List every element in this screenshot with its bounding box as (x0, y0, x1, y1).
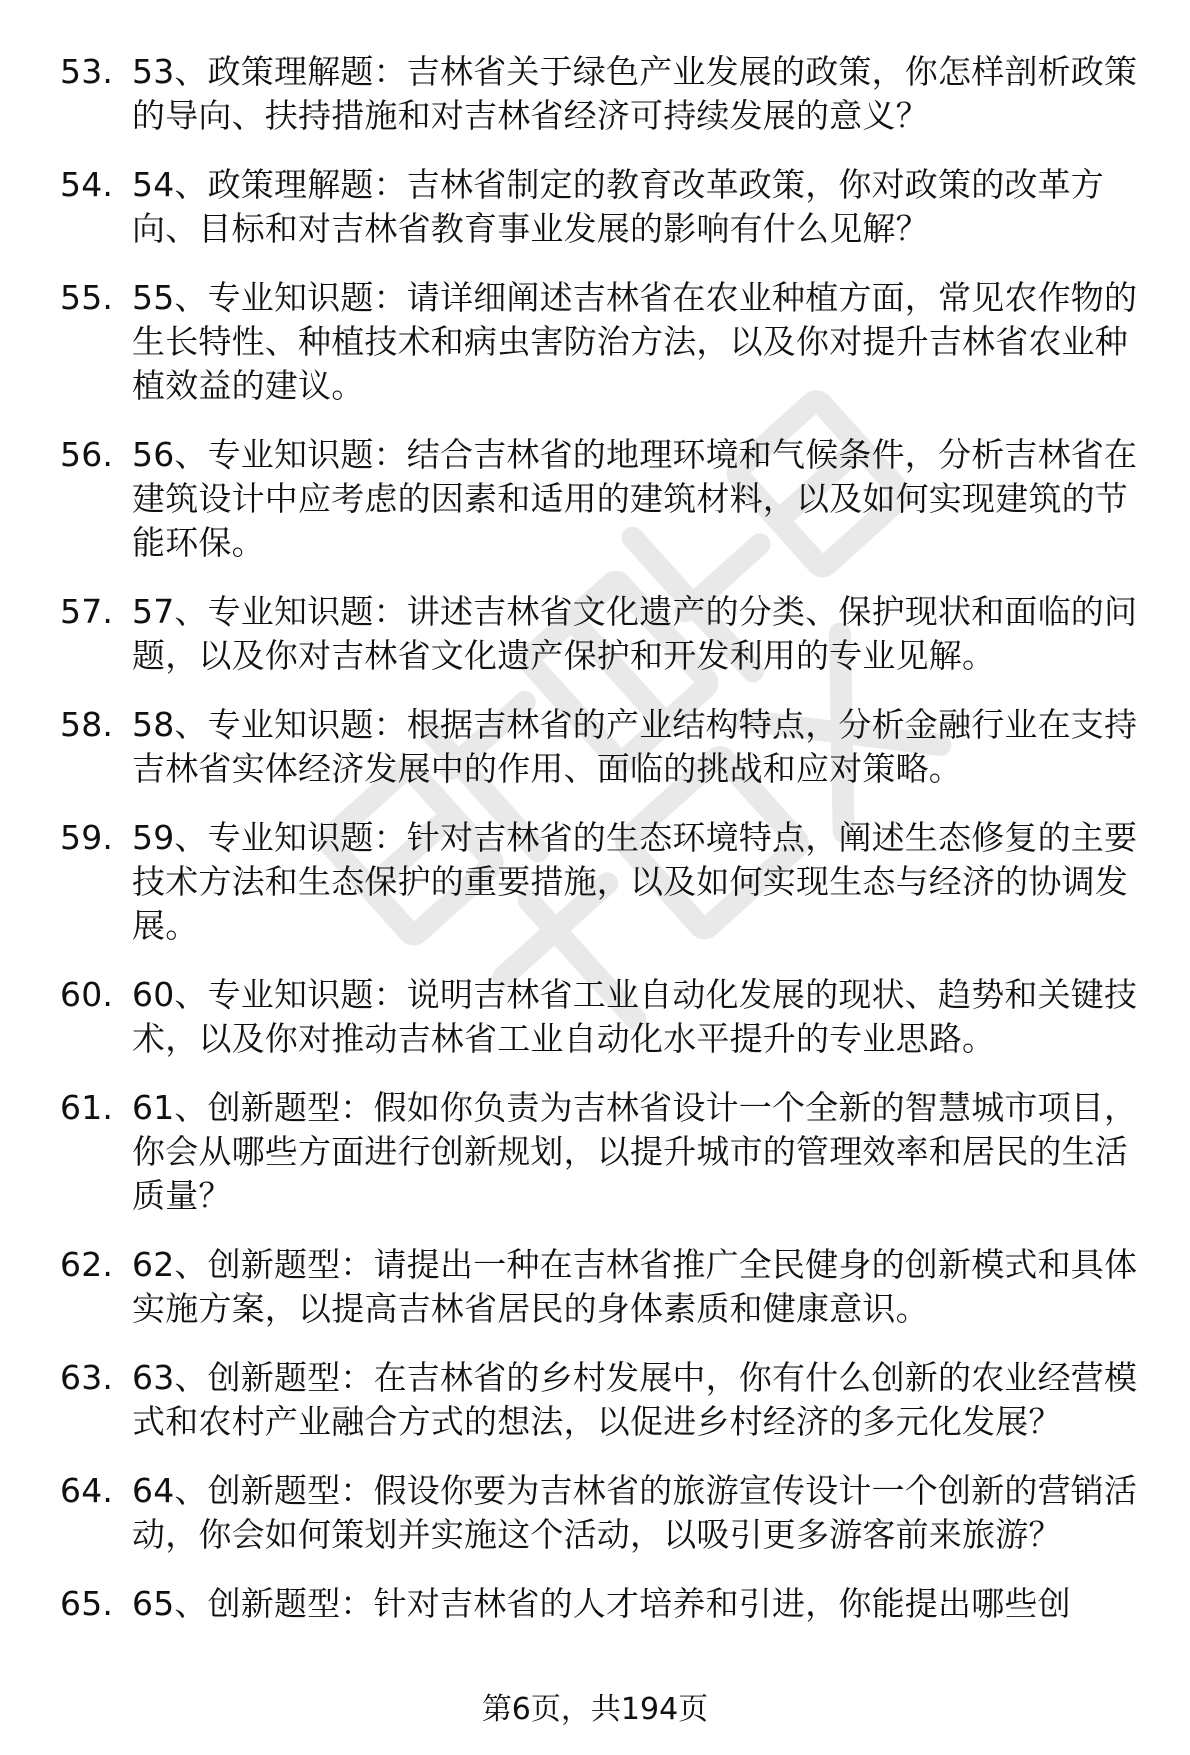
list-item (0, 590, 1190, 678)
list-item (0, 163, 1190, 251)
item-text: 64、创新题型：假设你要为吉林省的旅游宣传设计一个创新的营销活动，你会如何策划并实施这个活动，以吸引更多游客前来旅游？ (132, 1471, 1138, 1554)
list-item (0, 973, 1190, 1061)
item-text: 63、创新题型：在吉林省的乡村发展中，你有什么创新的农业经营模式和农村产业融合方式的想法，以促进乡村经济的多元化发展？ (132, 1358, 1138, 1441)
item-text: 58、专业知识题：根据吉林省的产业结构特点，分析金融行业在支持吉林省实体经济发展中的作用、面临的挑战和应对策略。 (132, 705, 1138, 788)
item-number: 55. (60, 278, 114, 317)
item-number: 64. (60, 1471, 114, 1510)
question-list (0, 50, 1190, 1651)
list-item (0, 433, 1190, 565)
item-number: 58. (60, 705, 114, 744)
item-number: 63. (60, 1358, 114, 1397)
list-item (0, 1086, 1190, 1218)
item-number: 56. (60, 435, 114, 474)
list-item (0, 50, 1190, 138)
item-text: 56、专业知识题：结合吉林省的地理环境和气候条件，分析吉林省在建筑设计中应考虑的因素和适用的建筑材料，以及如何实现建筑的节能环保。 (132, 435, 1138, 562)
item-text: 54、政策理解题：吉林省制定的教育改革政策，你对政策的改革方向、目标和对吉林省教育事业发展的影响有什么见解？ (132, 165, 1104, 248)
item-number: 59. (60, 818, 114, 857)
item-number: 54. (60, 165, 114, 204)
item-text: 60、专业知识题：说明吉林省工业自动化发展的现状、趋势和关键技术，以及你对推动吉林省工业自动化水平提升的专业思路。 (132, 975, 1138, 1058)
list-item (0, 1243, 1190, 1331)
item-number: 57. (60, 592, 114, 631)
item-number: 60. (60, 975, 114, 1014)
list-item (0, 703, 1190, 791)
item-text: 62、创新题型：请提出一种在吉林省推广全民健身的创新模式和具体实施方案，以提高吉林省居民的身体素质和健康意识。 (132, 1245, 1138, 1328)
item-text: 59、专业知识题：针对吉林省的生态环境特点，阐述生态修复的主要技术方法和生态保护的重要措施，以及如何实现生态与经济的协调发展。 (132, 818, 1138, 945)
item-number: 53. (60, 52, 114, 91)
item-number: 65. (60, 1584, 114, 1623)
page-footer: 第6页，共194页 (481, 1692, 709, 1727)
item-number: 62. (60, 1245, 114, 1284)
item-text: 61、创新题型：假如你负责为吉林省设计一个全新的智慧城市项目，你会从哪些方面进行创新规划，以提升城市的管理效率和居民的生活质量？ (132, 1088, 1138, 1215)
list-item (0, 1582, 1190, 1626)
item-number: 61. (60, 1088, 114, 1127)
item-text: 57、专业知识题：讲述吉林省文化遗产的分类、保护现状和面临的问题，以及你对吉林省文化遗产保护和开发利用的专业见解。 (132, 592, 1138, 675)
item-text: 65、创新题型：针对吉林省的人才培养和引进，你能提出哪些创 (132, 1584, 1071, 1623)
item-text: 55、专业知识题：请详细阐述吉林省在农业种植方面，常见农作物的生长特性、种植技术和病虫害防治方法，以及你对提升吉林省农业种植效益的建议。 (132, 278, 1138, 405)
list-item (0, 1356, 1190, 1444)
list-item (0, 816, 1190, 948)
list-item (0, 1469, 1190, 1557)
item-text: 53、政策理解题：吉林省关于绿色产业发展的政策，你怎样剖析政策的导向、扶持措施和对吉林省经济可持续发展的意义？ (132, 52, 1138, 135)
list-item (0, 276, 1190, 408)
